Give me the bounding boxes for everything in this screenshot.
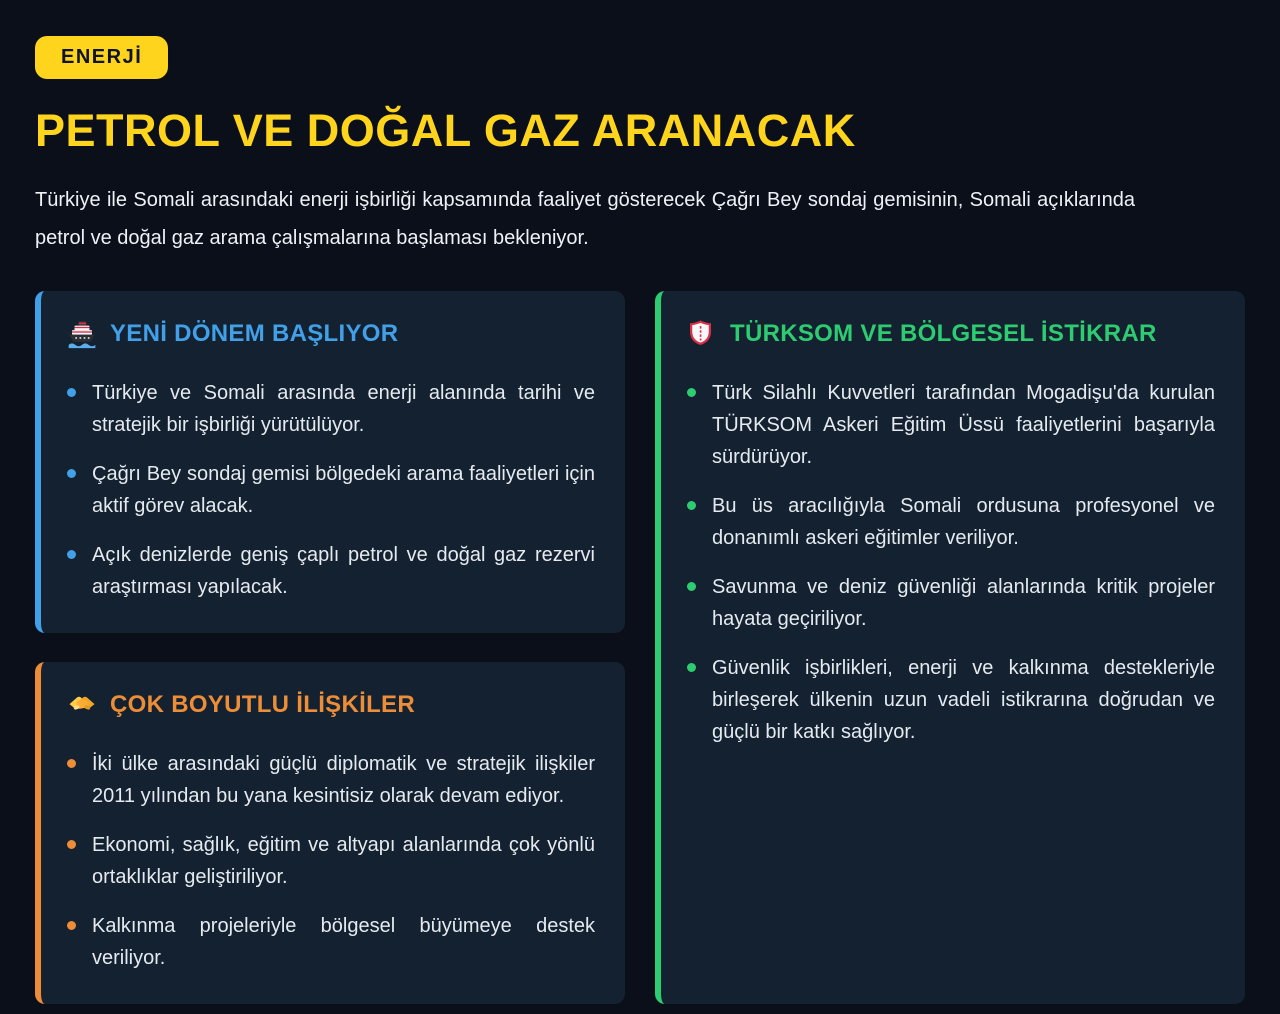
card-turksom-title (687, 319, 1215, 349)
bullet-dot-icon (687, 582, 696, 591)
card-yeni-donem-title-text: YENİ DÖNEM BAŞLIYOR (110, 320, 399, 347)
card-cok-boyutlu-title-text: ÇOK BOYUTLU İLİŞKİLER (110, 691, 415, 718)
bullet-dot-icon (67, 469, 76, 478)
list-item: Türkiye ve Somali arasında enerji alanında tarihi ve stratejik bir işbirliği yürütülüyor. (67, 377, 595, 441)
bullet-dot-icon (67, 388, 76, 397)
list-item: Kalkınma projeleriyle bölgesel büyümeye destek veriliyor. (67, 910, 595, 974)
page-title: PETROL VE DOĞAL GAZ ARANACAK (35, 105, 856, 156)
list-item: İki ülke arasındaki güçlü diplomatik ve stratejik ilişkiler 2011 yılından bu yana kesintisiz olarak devam ediyor. (67, 748, 595, 812)
bullet-dot-icon (67, 550, 76, 559)
list-item: Ekonomi, sağlık, eğitim ve altyapı alanlarında çok yönlü ortaklıklar geliştiriliyor. (67, 829, 595, 893)
list-item: Bu üs aracılığıyla Somali ordusuna profesyonel ve donanımlı askeri eğitimler veriliyor. (687, 490, 1215, 554)
bullet-dot-icon (67, 921, 76, 930)
handshake-icon (67, 690, 97, 720)
list-item: Açık denizlerde geniş çaplı petrol ve doğal gaz rezervi araştırması yapılacak. (67, 539, 595, 603)
card-yeni-donem (35, 291, 625, 633)
cards-grid (35, 291, 1245, 1004)
list-item: Güvenlik işbirlikleri, enerji ve kalkınma destekleriyle birleşerek ülkenin uzun vadeli istikrarına doğrudan ve güçlü bir katkı sağlıyor. (687, 652, 1215, 748)
card-turksom (655, 291, 1245, 1004)
bullet-dot-icon (67, 759, 76, 768)
ship-icon (67, 319, 97, 349)
bullet-dot-icon (687, 663, 696, 672)
card-cok-boyutlu (35, 662, 625, 1004)
list-item: Savunma ve deniz güvenliği alanlarında kritik projeler hayata geçiriliyor. (687, 571, 1215, 635)
card-cok-boyutlu-bullets (67, 748, 595, 974)
card-turksom-bullets (687, 377, 1215, 748)
left-column (35, 291, 625, 1004)
bullet-dot-icon (67, 840, 76, 849)
card-yeni-donem-title (67, 319, 595, 349)
bullet-dot-icon (687, 501, 696, 510)
list-item: Çağrı Bey sondaj gemisi bölgedeki arama faaliyetleri için aktif görev alacak. (67, 458, 595, 522)
category-badge (35, 36, 168, 79)
shield-icon (687, 319, 717, 349)
category-badge-label: ENERJİ (61, 46, 143, 68)
card-cok-boyutlu-title (67, 690, 595, 720)
bullet-dot-icon (687, 388, 696, 397)
card-turksom-title-text: TÜRKSOM VE BÖLGESEL İSTİKRAR (730, 320, 1157, 347)
intro-paragraph: Türkiye ile Somali arasındaki enerji işbirliği kapsamında faaliyet gösterecek Çağrı Bey sondaj gemisinin, Somali açıklarında petrol ve doğal gaz arama çalışmalarına başlaması bekleniyor. (35, 189, 1135, 249)
list-item: Türk Silahlı Kuvvetleri tarafından Mogadişu'da kurulan TÜRKSOM Askeri Eğitim Üssü faaliyetlerini başarıyla sürdürüyor. (687, 377, 1215, 473)
card-yeni-donem-bullets (67, 377, 595, 603)
